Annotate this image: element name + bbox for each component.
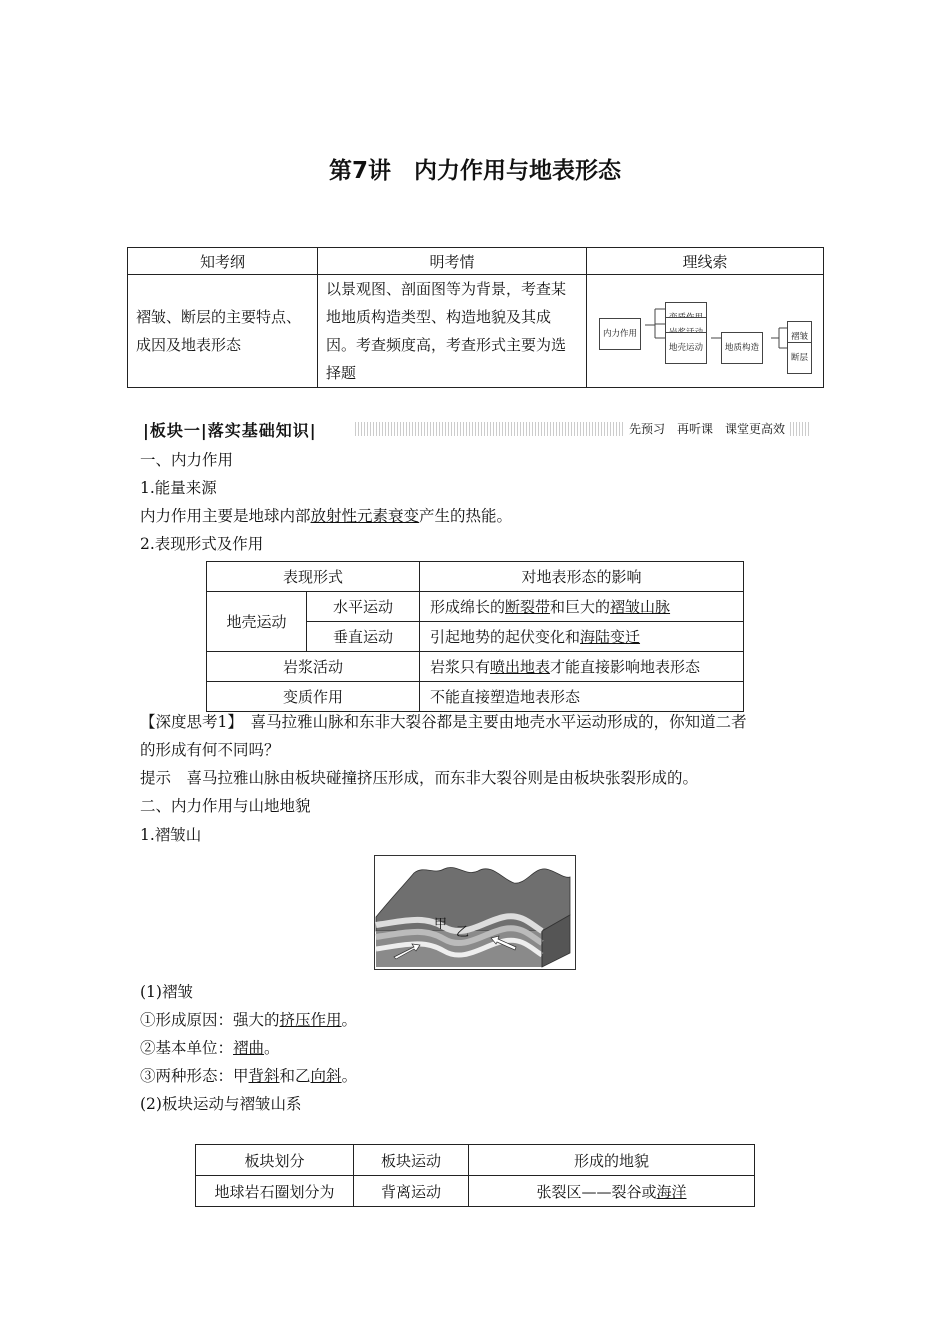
sec1-p1 <box>140 506 512 526</box>
r1c3-u: 海洋 <box>656 1182 687 1201</box>
think-hint: 提示 喜马拉雅山脉由板块碰撞挤压形成，而东非大裂谷则是由板块张裂形成的。 <box>140 769 699 787</box>
meta-effect: 不能直接塑造地表形态 <box>420 682 744 712</box>
think-line-2: 的形成有何不同吗？ <box>140 741 280 759</box>
horizontal-effect <box>420 592 744 622</box>
h-effect-2: 和巨大的 <box>550 598 611 616</box>
syllabus-cell: 褶皱、断层的主要特点、成因及地表形态 <box>128 275 318 388</box>
fold-heading: 1.褶皱山 <box>140 826 202 844</box>
i3-pre: ③两种形态：甲 <box>140 1067 249 1085</box>
vertical-cell: 垂直运动 <box>307 622 420 652</box>
sec1-heading: 一、内力作用 <box>140 451 234 469</box>
header-syllabus: 知考纲 <box>128 248 318 275</box>
i3-u1: 背斜 <box>248 1067 280 1085</box>
fold-illustration <box>374 855 576 970</box>
i2-u: 褶曲 <box>233 1039 265 1057</box>
sec2-heading: 二、内力作用与山地地貌 <box>140 797 311 815</box>
plate-r1c1: 地球岩石圈划分为 <box>196 1176 354 1207</box>
think-line-1: 【深度思考1】 喜马拉雅山脉和东非大裂谷都是主要由地壳水平运动形成的，你知道二者 <box>140 713 747 731</box>
clue-mid: 地质构造 <box>721 332 763 364</box>
m-effect-u: 喷出地表 <box>490 658 551 676</box>
v-effect-1: 引起地势的起伏变化和 <box>430 628 581 646</box>
r1c3-pre: 张裂区——裂谷或 <box>536 1182 657 1201</box>
i2-pre: ②基本单位： <box>140 1039 234 1057</box>
meta-cell: 变质作用 <box>207 682 420 712</box>
forms-header-1: 表现形式 <box>207 562 420 592</box>
sec1-p1-heading: 1.能量来源 <box>140 479 217 497</box>
exam-status-cell: 以景观图、剖面图等为背景，考查某地地质构造类型、构造地貌及其成因。考查频度高，考查形式主要为选择题 <box>318 275 587 388</box>
i1-u: 挤压作用 <box>279 1011 342 1029</box>
h-effect-1: 形成绵长的 <box>430 598 506 616</box>
banner-right: 先预习 再听课 课堂更高效 <box>625 420 789 437</box>
header-clues: 理线索 <box>587 248 824 275</box>
page-title: 第7讲 内力作用与地表形态 <box>328 158 621 184</box>
m-effect-2: 才能直接影响地表形态 <box>550 658 701 676</box>
sec1-p2-heading: 2.表现形式及作用 <box>140 535 264 553</box>
fold-item-2 <box>140 1038 280 1058</box>
clue-map-cell <box>587 275 824 388</box>
plate-table <box>195 1144 755 1207</box>
plate-header-2: 板块运动 <box>354 1145 469 1176</box>
header-exam-status: 明考情 <box>318 248 587 275</box>
v-effect-u: 海陆变迁 <box>580 628 641 646</box>
crust-cell: 地壳运动 <box>207 592 307 652</box>
i1-pre: ①形成原因：强大的 <box>140 1011 280 1029</box>
clue-root: 内力作用 <box>599 318 641 350</box>
i3-mid: 和乙 <box>279 1067 311 1085</box>
banner-left: |板块一|落实基础知识| <box>143 421 317 440</box>
m-effect-1: 岩浆只有 <box>430 658 491 676</box>
overview-table <box>127 247 824 388</box>
i3-post: 。 <box>341 1067 358 1085</box>
plate-r1c2: 背离运动 <box>354 1176 469 1207</box>
plate-header-1: 板块划分 <box>196 1145 354 1176</box>
magma-cell: 岩浆活动 <box>207 652 420 682</box>
vertical-effect <box>420 622 744 652</box>
fold-item-3 <box>140 1066 357 1086</box>
plate-r1c3 <box>469 1176 755 1207</box>
sec1-p1-u: 放射性元素衰变 <box>310 507 420 525</box>
clue-map <box>587 276 823 386</box>
h-effect-u2: 褶皱山脉 <box>610 598 671 616</box>
horizontal-cell: 水平运动 <box>307 592 420 622</box>
magma-effect <box>420 652 744 682</box>
fold-label-a: 甲 <box>434 917 448 932</box>
clue-branch-crust: 地壳运动 <box>665 332 707 364</box>
section-banner <box>143 418 811 440</box>
sec1-p1-post: 产生的热能。 <box>419 507 513 525</box>
clue-leaf-fold: 褶皱 <box>787 321 812 353</box>
fold-item-1 <box>140 1010 357 1030</box>
fold-sub1: (1)褶皱 <box>140 983 193 1001</box>
sec1-p1-pre: 内力作用主要是地球内部 <box>140 507 311 525</box>
clue-leaf-fault: 断层 <box>787 342 812 374</box>
i2-post: 。 <box>264 1039 280 1057</box>
i1-post: 。 <box>341 1011 358 1029</box>
forms-table <box>206 561 744 712</box>
forms-header-2: 对地表形态的影响 <box>420 562 744 592</box>
plate-header-3: 形成的地貌 <box>469 1145 755 1176</box>
i3-u2: 向斜 <box>310 1067 342 1085</box>
h-effect-u1: 断裂带 <box>505 598 551 616</box>
fold-figure <box>374 855 576 970</box>
fold-sub2: (2)板块运动与褶皱山系 <box>140 1095 302 1113</box>
fold-label-b: 乙 <box>456 925 470 940</box>
